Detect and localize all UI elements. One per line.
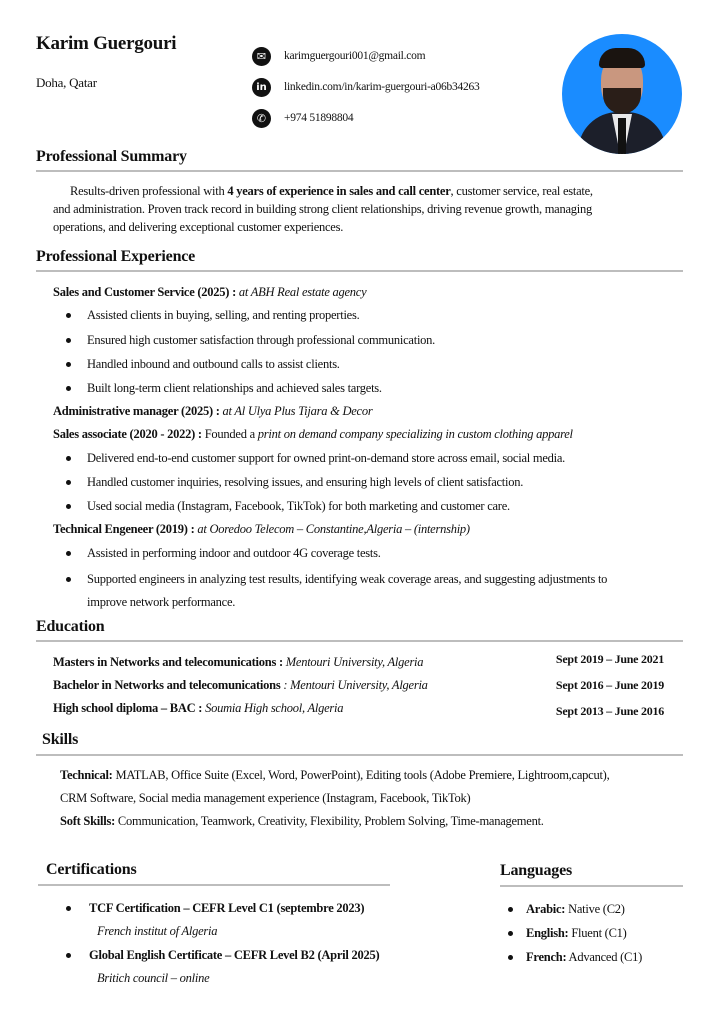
bullet — [508, 955, 513, 960]
bullet — [508, 907, 513, 912]
job-bullet: Ensured high customer satisfaction through professional communication. — [87, 333, 436, 347]
job-bullet: Delivered end-to-end customer support for owned print-on-demand store across email, social media. — [87, 451, 566, 465]
certification-name: TCF Certification – CEFR Level C1 (septembre 2023) — [89, 901, 365, 915]
section-title-languages: Languages — [500, 862, 572, 879]
job-bullet: Used social media (Instagram, Facebook, TikTok) for both marketing and customer care. — [87, 499, 510, 513]
education-dates: Sept 2016 – June 2019 — [555, 678, 664, 692]
bullet — [66, 362, 71, 367]
section-title-summary: Professional Summary — [36, 148, 187, 165]
job-bullet: Built long-term client relationships and achieved sales targets. — [87, 381, 382, 395]
section-title-experience: Professional Experience — [36, 248, 196, 265]
linkedin-link[interactable]: linkedin.com/in/karim-guergouri-a06b34263 — [284, 81, 480, 93]
bullet — [66, 456, 71, 461]
job-title: Sales and Customer Service (2025) : at ABH Real estate agency — [53, 285, 367, 299]
education-dates: Sept 2019 – June 2021 — [555, 652, 664, 666]
job-title: Technical Engeneer (2019) : at Ooredoo Telecom – Constantine,Algeria – (internship) — [53, 522, 470, 536]
job-bullet: Assisted in performing indoor and outdoor 4G coverage tests. — [87, 546, 381, 560]
certification-issuer: Britich council – online — [97, 971, 210, 985]
job-bullet: Handled inbound and outbound calls to assist clients. — [87, 357, 340, 371]
certification-name: Global English Certificate – CEFR Level B2 (April 2025) — [89, 948, 380, 962]
language-item: English: Fluent (C1) — [526, 926, 627, 940]
linkedin-icon: in — [252, 78, 271, 97]
section-title-certifications: Certifications — [46, 861, 137, 878]
phone-icon: ✆ — [252, 109, 271, 128]
job-bullet: Assisted clients in buying, selling, and renting properties. — [87, 308, 360, 322]
bullet — [66, 577, 71, 582]
phone-number: +974 51898804 — [284, 112, 354, 124]
language-item: French: Advanced (C1) — [526, 950, 643, 964]
bullet — [66, 551, 71, 556]
language-item: Arabic: Native (C2) — [526, 902, 625, 916]
skills-technical: Technical: MATLAB, Office Suite (Excel, Word, PowerPoint), Editing tools (Adobe Premiere, Lightroom,capcut), — [60, 768, 610, 782]
job-bullet: Handled customer inquiries, resolving issues, and ensuring high levels of client satisfaction. — [87, 475, 524, 489]
bullet — [66, 504, 71, 509]
section-title-skills: Skills — [42, 731, 79, 748]
bullet — [66, 386, 71, 391]
education-item: Bachelor in Networks and telecomunications : Mentouri University, Algeria — [53, 678, 428, 692]
divider — [36, 754, 683, 756]
candidate-name: Karim Guergouri — [36, 33, 177, 54]
skills-technical-continued: CRM Software, Social media management experience (Instagram, Facebook, TikTok) — [60, 791, 471, 805]
education-item: Masters in Networks and telecomunications : Mentouri University, Algeria — [53, 655, 424, 669]
bullet — [66, 953, 71, 958]
divider — [500, 885, 683, 887]
profile-photo — [562, 34, 682, 154]
skills-soft: Soft Skills: Communication, Teamwork, Creativity, Flexibility, Problem Solving, Time-management. — [60, 814, 544, 828]
job-bullet-continued: improve network performance. — [87, 595, 236, 609]
job-title: Sales associate (2020 - 2022) : Founded a print on demand company specializing in custom clothing apparel — [53, 427, 573, 441]
email-link[interactable]: karimguergouri001@gmail.com — [284, 50, 426, 62]
divider — [36, 170, 683, 172]
summary-line: operations, and delivering exceptional customer experiences. — [53, 220, 344, 234]
divider — [36, 270, 683, 272]
summary-line: Results-driven professional with 4 years of experience in sales and call center, customer service, real estate, — [70, 184, 593, 198]
bullet — [66, 313, 71, 318]
email-icon: ✉ — [252, 47, 271, 66]
section-title-education: Education — [36, 618, 105, 635]
bullet — [66, 338, 71, 343]
divider — [36, 640, 683, 642]
location: Doha, Qatar — [36, 75, 97, 90]
education-dates: Sept 2013 – June 2016 — [555, 704, 664, 718]
education-item: High school diploma – BAC : Soumia High school, Algeria — [53, 701, 344, 715]
certification-issuer: French institut of Algeria — [97, 924, 218, 938]
bullet — [66, 480, 71, 485]
job-title: Administrative manager (2025) : at Al Ulya Plus Tijara & Decor — [53, 404, 373, 418]
bullet — [66, 906, 71, 911]
job-bullet: Supported engineers in analyzing test results, identifying weak coverage areas, and suggesting adjustments to — [87, 572, 608, 586]
bullet — [508, 931, 513, 936]
divider — [38, 884, 390, 886]
summary-line: and administration. Proven track record in building strong client relationships, driving revenue growth, managing — [53, 202, 592, 216]
